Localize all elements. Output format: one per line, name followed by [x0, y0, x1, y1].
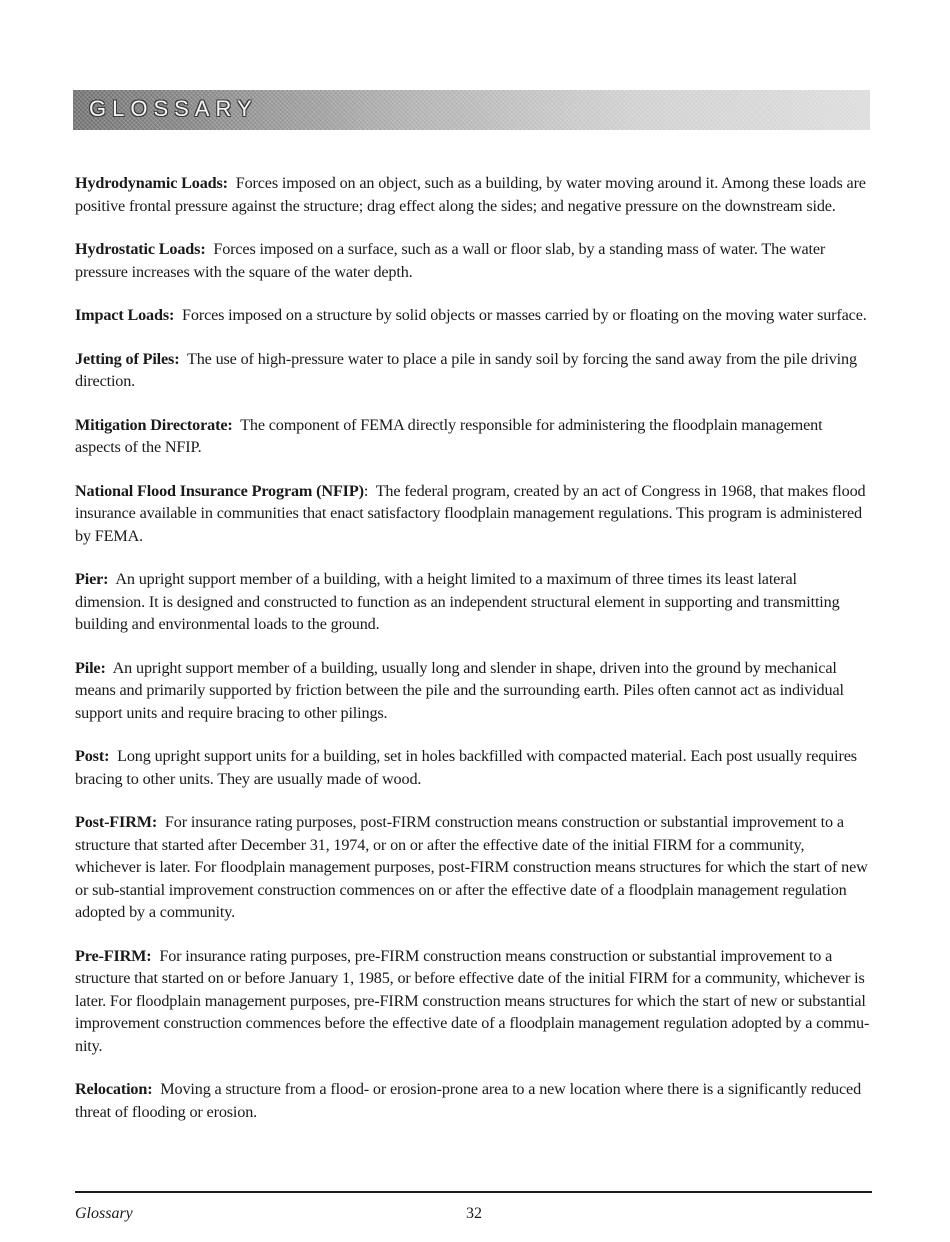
glossary-entry-impact-loads [75, 304, 870, 327]
glossary-term: Pre-FIRM: [75, 946, 152, 965]
glossary-entry-nfip [75, 480, 870, 548]
glossary-definition: Forces imposed on a structure by solid objects or masses carried by or floating on the moving water surface. [182, 306, 867, 324]
glossary-definition: Moving a structure from a flood- or erosion-prone area to a new location where there is a significantly reduced threat of flooding or erosion. [75, 1080, 862, 1121]
glossary-term: Impact Loads: [75, 306, 175, 324]
glossary-term: Post: [75, 747, 110, 765]
glossary-entry-pre-firm [75, 945, 870, 1058]
glossary-entry-jetting-of-piles [75, 348, 870, 393]
glossary-definition: The use of high-pressure water to place a pile in sandy soil by forcing the sand away from the pile driving direction. [75, 349, 857, 390]
glossary-term: Mitigation Directorate: [75, 415, 233, 434]
glossary-term: Pier: [75, 570, 109, 588]
glossary-definition: Forces imposed on an object, such as a building, by water moving around it. Among these loads are positive frontal pressure against the structure; drag effect along the sides; and negative pressure on the downstream side. [75, 174, 866, 215]
glossary-entry-pier [75, 568, 870, 636]
glossary-entry-post-firm [75, 811, 870, 924]
footer-divider [75, 1191, 872, 1193]
glossary-definition: For insurance rating purposes, pre-FIRM construction means construction or substantial improvement to a structure that started on or before January 1, 1985, or before effective date of the initial FIRM for a community, whichever is later. For floodplain management purposes, pre-FIRM construction means structures for which the start of new or substantial improvement construction commences before the effective date of a floodplain management regulation adopted by a commu-nity. [75, 946, 870, 1055]
glossary-definition: An upright support member of a building, usually long and slender in shape, driven into the ground by mechanical means and primarily supported by friction between the pile and the surrounding earth. Piles often cannot act as individual support units and require bracing to other pilings. [75, 658, 844, 722]
glossary-definition: For insurance rating purposes, post-FIRM construction means construction or substantial improvement to a structure that started after December 31, 1974, or on or after the effective date of the initial FIRM for a community, whichever is later. For floodplain management purposes, post-FIRM construction means structures for which the start of new or sub-stantial improvement construction commences on or after the effective date of a floodplain management regulation adopted by a community. [75, 813, 868, 921]
glossary-entry-relocation [75, 1078, 870, 1123]
glossary-list [75, 172, 870, 1144]
glossary-entry-mitigation-directorate [75, 414, 870, 459]
glossary-definition: An upright support member of a building, with a height limited to a maximum of three times its least lateral dimension. It is designed and constructed to function as an independent structural element in supporting and transmitting building and environmental loads to the ground. [75, 570, 840, 633]
footer-section-label: Glossary [75, 1205, 133, 1222]
glossary-term-separator: : [363, 481, 369, 500]
banner-title: GLOSSARY [89, 96, 258, 121]
glossary-definition: Long upright support units for a building, set in holes backfilled with compacted material. Each post usually requires bracing to other units. They are usually made of wood. [75, 747, 857, 788]
glossary-definition: Forces imposed on a surface, such as a wall or floor slab, by a standing mass of water. The water pressure increases with the square of the water depth. [75, 240, 826, 281]
glossary-entry-pile [75, 657, 870, 725]
glossary-definition: The federal program, created by an act of Congress in 1968, that makes flood insurance available in communities that enact satisfactory floodplain management regulations. This program is administered by FEMA. [75, 481, 866, 545]
glossary-term: Post-FIRM: [75, 813, 158, 831]
glossary-banner [73, 90, 870, 130]
glossary-entry-hydrostatic-loads [75, 238, 870, 283]
glossary-term: Pile: [75, 658, 106, 677]
glossary-term: Hydrostatic Loads: [75, 240, 206, 258]
glossary-entry-post [75, 745, 870, 790]
page-number: 32 [466, 1205, 482, 1222]
glossary-term: Jetting of Piles: [75, 349, 180, 368]
glossary-definition: The component of FEMA directly responsible for administering the floodplain management aspects of the NFIP. [75, 415, 823, 456]
glossary-term: Hydrodynamic Loads: [75, 174, 228, 192]
glossary-term: National Flood Insurance Program (NFIP) [75, 481, 364, 500]
glossary-term: Relocation: [75, 1080, 153, 1098]
glossary-entry-hydrodynamic-loads [75, 172, 870, 217]
